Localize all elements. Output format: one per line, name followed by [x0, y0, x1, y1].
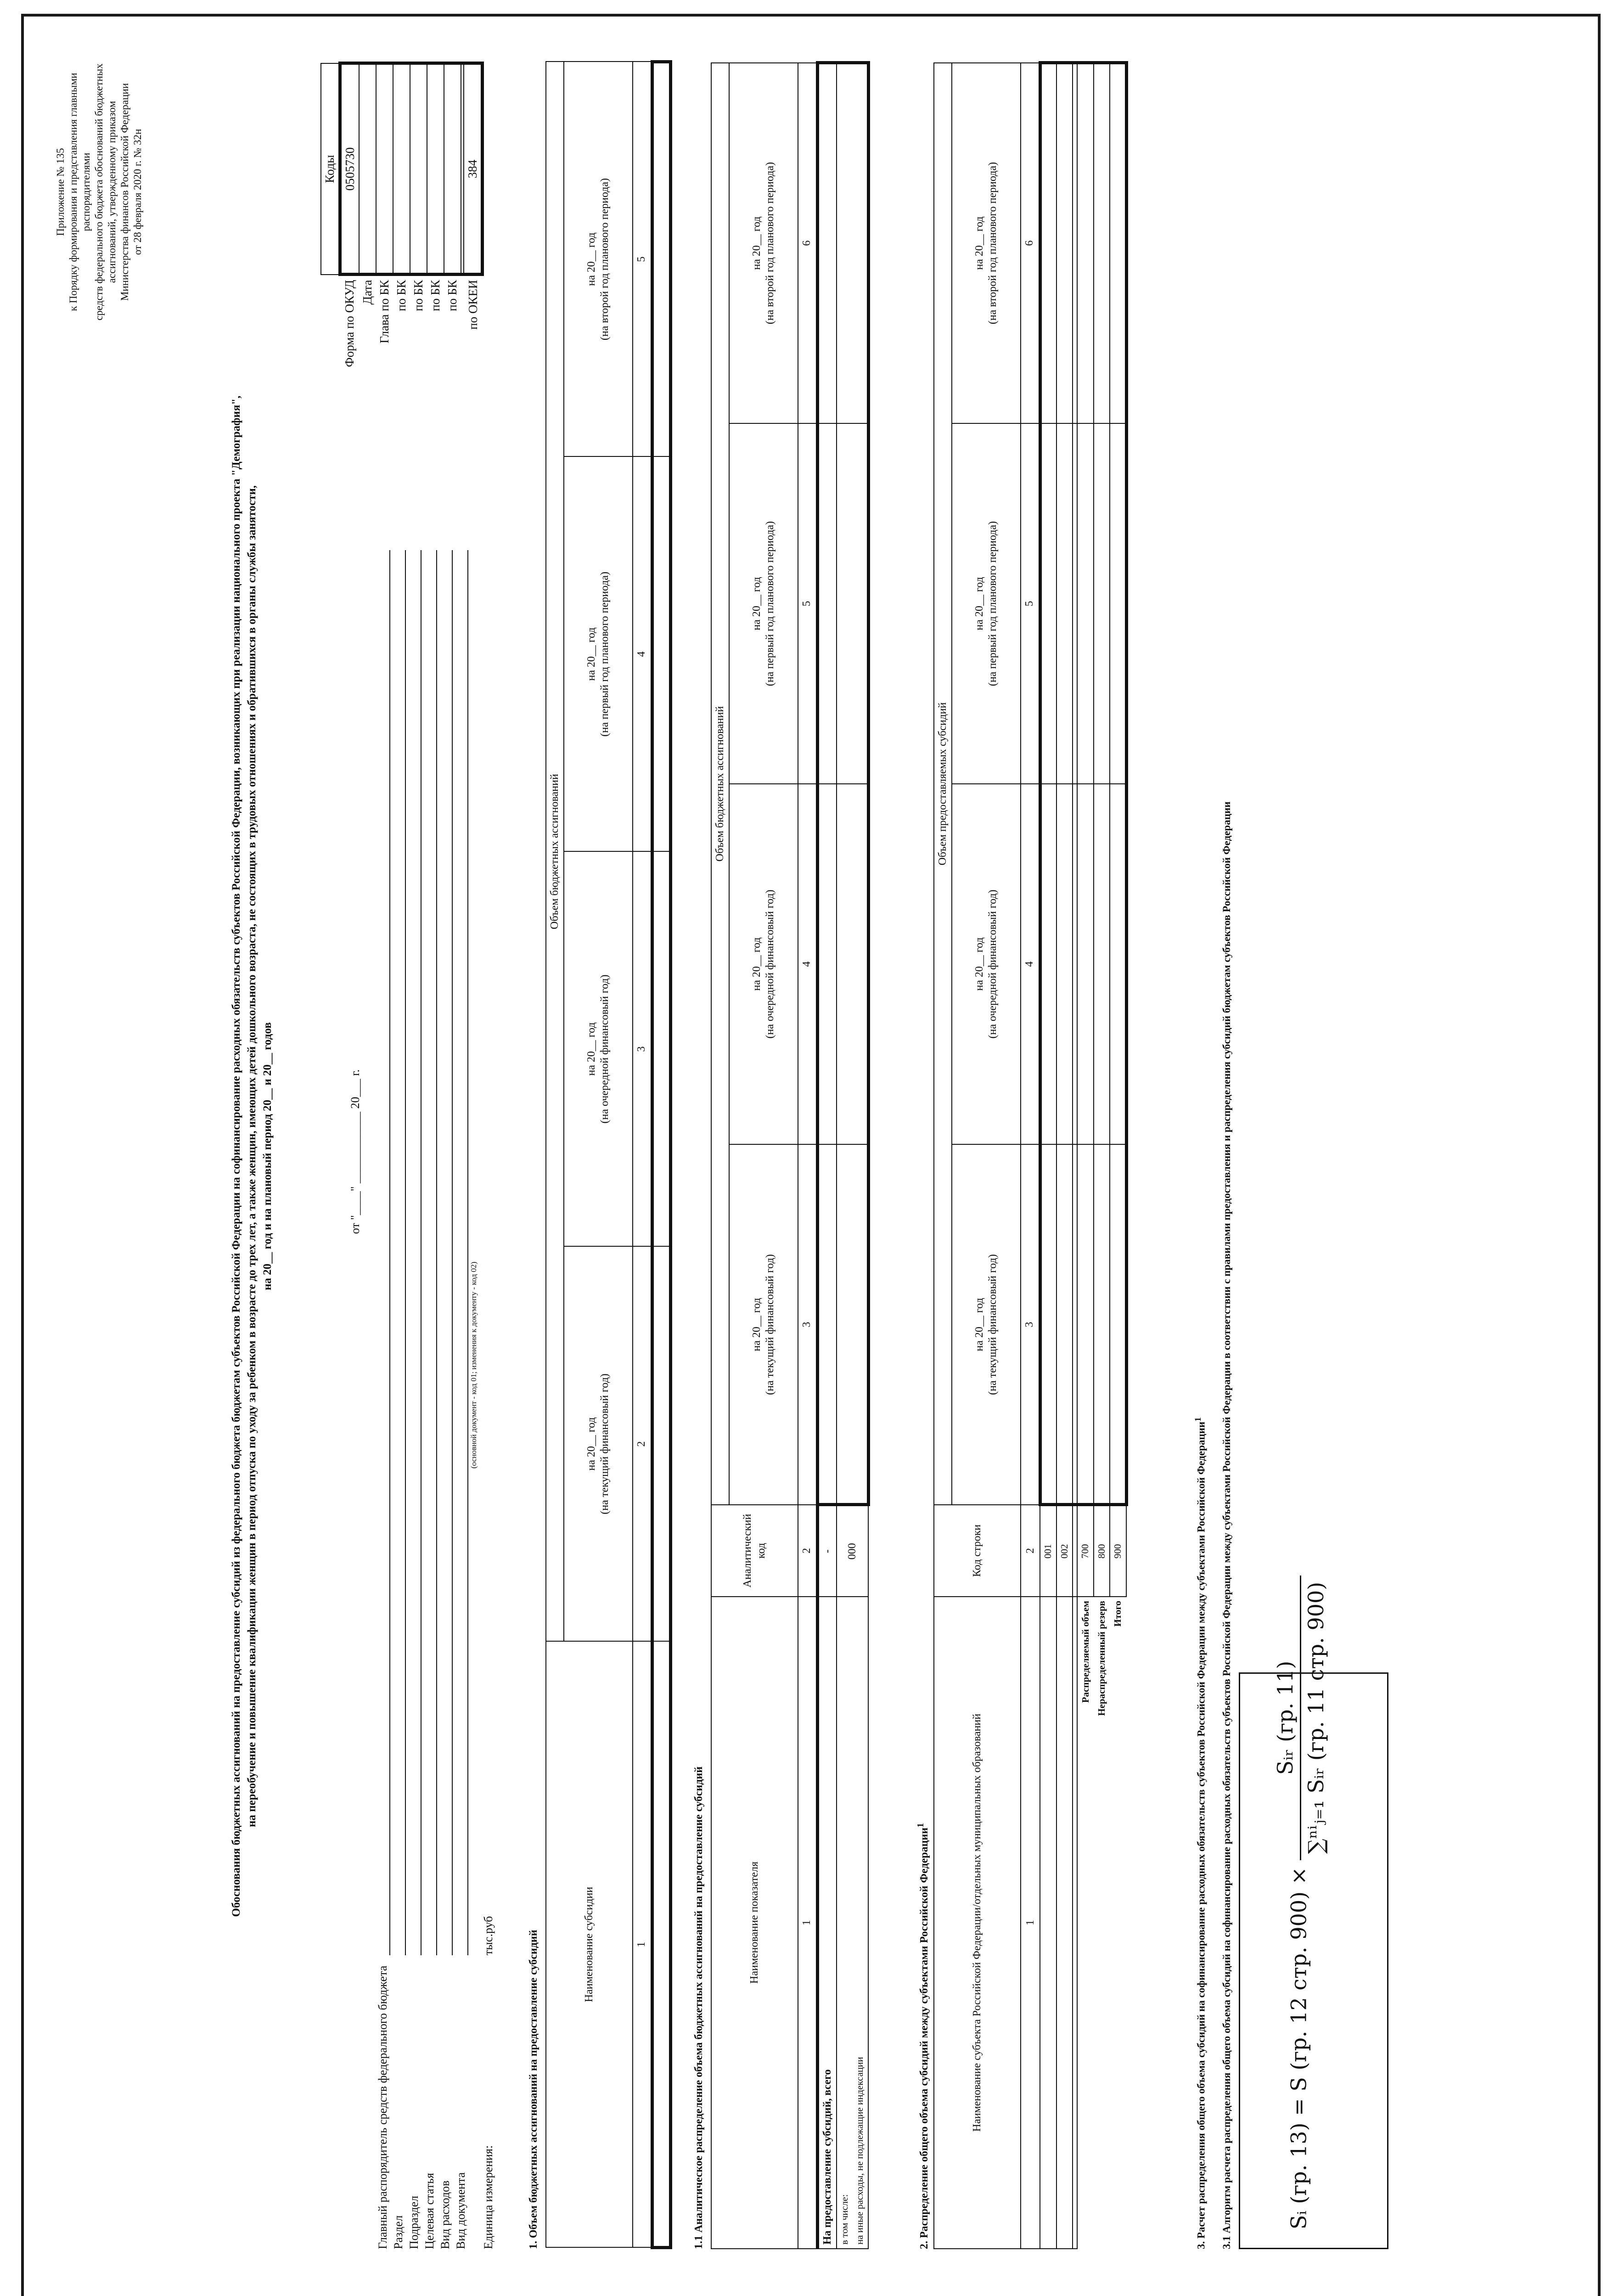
- unit-value: тыс.руб: [482, 1916, 495, 1955]
- s2-cell: [1056, 1144, 1073, 1505]
- requisite-fill-line: [405, 550, 406, 1955]
- s2-col-name: Наименование субъекта Российской Федерации/отдельных муниципальных образований: [934, 1597, 1021, 2249]
- s1-col-num: 1: [633, 1642, 652, 2248]
- appendix-line: от 28 февраля 2020 г. № 32н: [132, 129, 144, 255]
- requisite-label: Раздел: [392, 2215, 405, 2249]
- title-line: на 20__ год и на плановый период 20__ и 20__ годов: [261, 1022, 274, 1290]
- requisites: [376, 550, 497, 2249]
- s11-row-code: 000: [837, 1505, 868, 1597]
- s11-cell: [837, 784, 868, 1144]
- s2-row-name: Итого: [1110, 1597, 1126, 2249]
- s1-cell: [652, 62, 670, 456]
- document-date: от "____" ____________ 20___ г.: [348, 1069, 362, 1234]
- formula-denominator: ∑ⁿⁱⱼ₌₁ Sᵢᵣ (гр. 11 стр. 900): [1304, 1581, 1329, 1854]
- s11-cell: [837, 423, 868, 784]
- s11-col-header: на 20__ год (на текущий финансовый год): [729, 1144, 798, 1505]
- document-title: [229, 63, 275, 2249]
- s2-cell: [1040, 423, 1056, 784]
- s2-row-code: [1073, 1505, 1077, 1597]
- requisite-label: Вид расходов: [438, 2180, 452, 2249]
- s1-cell: [652, 1247, 670, 1642]
- s1-col-num: 4: [633, 457, 652, 852]
- s2-cell: [1110, 423, 1126, 784]
- s2-col-num: 4: [1021, 784, 1040, 1144]
- s2-cell: [1056, 423, 1073, 784]
- s1-group-header: Объем бюджетных ассигнований: [546, 62, 564, 1641]
- section2-title: 2. Распределение общего объема субсидий между субъектами Российской Федерации$^1$: [916, 1823, 930, 2249]
- allocation-formula: [1272, 1576, 1329, 2229]
- s1-col-num: 3: [633, 852, 652, 1247]
- s2-row-code: 800: [1094, 1505, 1110, 1597]
- s11-cell: [837, 63, 868, 423]
- s11-cell: [817, 784, 837, 1144]
- code-value: [444, 63, 461, 275]
- code-label-okei: по ОКЕИ: [464, 275, 483, 467]
- s2-row-name: Нераспределенный резерв: [1094, 1597, 1110, 2249]
- unit-label: Единица измерения:: [482, 2145, 495, 2249]
- s1-col-num: 2: [633, 1247, 652, 1642]
- form-sheet: [27, 27, 1597, 2277]
- s2-cell: [1077, 1144, 1094, 1505]
- code-value: [359, 63, 376, 275]
- appendix-line: ассигнований, утвержденному приказом: [106, 101, 118, 283]
- s1-col-header: на 20__ год (на второй год планового периода): [564, 62, 633, 456]
- requisite-label: Целевая статья: [423, 2172, 436, 2249]
- title-line: на переобучение и повышение квалификации женщин в период отпуска по уходу за ребенком в возрасте до трех лет, а также женщин, имеющих детей дошкольного возраста, не состоящих в трудовых отношениях и обратившихся в органы службы занятости,: [245, 485, 258, 1828]
- s2-cell: [1094, 784, 1110, 1144]
- section2-table: [933, 61, 1128, 2249]
- s2-col-header: на 20__ год (на текущий финансовый год): [952, 1144, 1021, 1505]
- appendix-line: средств федерального бюджета обоснований бюджетных: [93, 63, 105, 321]
- s2-cell: [1110, 1144, 1126, 1505]
- requisite-fill-line: [452, 550, 453, 1955]
- s2-row-name: [1073, 1597, 1077, 2249]
- s1-cell: [652, 1642, 670, 2248]
- s2-cell: [1077, 784, 1094, 1144]
- title-line: Обоснования бюджетных ассигнований на предоставление субсидий из федерального бюджета бюджетам субъектов Российской Федерации на софинансирование расходных обязательств субъектов Российской Федерации, возникающих при реализации национального проекта "Демография",: [230, 395, 242, 1917]
- code-label: по БК: [393, 275, 410, 467]
- code-label: Форма по ОКУД: [340, 275, 359, 467]
- s2-col-header: на 20__ год (на второй год планового периода): [952, 63, 1021, 423]
- s2-cell: [1110, 784, 1126, 1144]
- s2-col-num: 6: [1021, 63, 1040, 423]
- s2-cell: [1056, 784, 1073, 1144]
- codes-header: Коды: [321, 63, 340, 275]
- s1-cell: [652, 852, 670, 1247]
- s11-col-code: Аналитический код: [711, 1505, 798, 1597]
- requisite-fill-line: [389, 550, 390, 1955]
- s2-cell: [1056, 63, 1073, 423]
- code-value: [410, 63, 427, 275]
- footnote-marker: 1: [1193, 1417, 1203, 1422]
- s2-col-num: 1: [1021, 1597, 1040, 2249]
- s2-cell: [1040, 784, 1056, 1144]
- s11-col-header: на 20__ год (на второй год планового периода): [729, 63, 798, 423]
- code-label: Глава по БК: [376, 275, 393, 467]
- s1-col-header: на 20__ год (на текущий финансовый год): [564, 1247, 633, 1642]
- section3-title: 3. Расчет распределения общего объема субсидий на софинансирование расходных обязательств субъектов Российской Федерации между субъектами Российской Федерации$^1$: [1193, 1417, 1207, 2249]
- s11-col-header: на 20__ год (на первый год планового периода): [729, 423, 798, 784]
- s1-col-header: на 20__ год (на очередной финансовый год): [564, 852, 633, 1247]
- section3-subtitle: 3.1 Алгоритм расчета распределения общего объема субсидий на софинансирование расходных обязательств субъектов Российской Федерации между субъектами Российской Федерации в соответствии с правилами предоставления и распределения субсидий бюджетам субъектов Российской Федерации: [1221, 801, 1232, 2249]
- s11-group-header: Объем бюджетных ассигнований: [711, 63, 729, 1505]
- s2-cell: [1073, 1144, 1077, 1505]
- s2-col-num: 3: [1021, 1144, 1040, 1505]
- s11-cell: [817, 423, 837, 784]
- s2-cell: [1094, 63, 1110, 423]
- s11-cell: [817, 1144, 837, 1505]
- s2-cell: [1110, 63, 1126, 423]
- s2-cell: [1077, 423, 1094, 784]
- requisite-label: Вид документа: [454, 2172, 467, 2249]
- code-value-okud: 0505730: [340, 63, 359, 275]
- formula-numerator: Sᵢᵣ (гр. 11): [1272, 1576, 1301, 1860]
- s11-col-num: 4: [798, 784, 817, 1144]
- section1-title: 1. Объем бюджетных ассигнований на предоставление субсидий: [528, 1930, 539, 2249]
- s2-row-name: [1056, 1597, 1073, 2249]
- appendix-line: к Порядку формирования и представления главными распорядителями: [67, 73, 92, 311]
- s2-cell: [1094, 1144, 1110, 1505]
- s11-col-num: 1: [798, 1597, 817, 2249]
- s11-col-header: на 20__ год (на очередной финансовый год): [729, 784, 798, 1144]
- s2-row-code: 002: [1056, 1505, 1073, 1597]
- s2-group-header: Объем предоставляемых субсидий: [934, 63, 952, 1505]
- s2-row-name: [1040, 1597, 1056, 2249]
- s2-cell: [1073, 423, 1077, 784]
- footnote-marker: 1: [916, 1823, 926, 1828]
- appendix-reference: [54, 50, 144, 334]
- s2-cell: [1073, 63, 1077, 423]
- s11-col-name: Наименование показателя: [711, 1597, 798, 2249]
- s11-row-code: -: [817, 1505, 837, 1597]
- code-label: Дата: [359, 275, 376, 467]
- s2-cell: [1077, 63, 1094, 423]
- requisite-fill-line: [436, 550, 437, 1955]
- s11-col-num: 2: [798, 1505, 817, 1597]
- section1-table: [545, 60, 672, 2249]
- code-value: [427, 63, 444, 275]
- formula-fraction: [1272, 1576, 1329, 1860]
- s1-col-header: на 20__ год (на первый год планового периода): [564, 457, 633, 852]
- s2-cell: [1040, 1144, 1056, 1505]
- s2-row-code: 700: [1077, 1505, 1094, 1597]
- appendix-line: Министерства финансов Российской Федерации: [119, 83, 131, 301]
- code-label: по БК: [410, 275, 427, 467]
- s11-col-num: 6: [798, 63, 817, 423]
- appendix-line: Приложение № 135: [55, 148, 66, 236]
- codes-table: [320, 62, 484, 468]
- s2-col-code: Код строки: [934, 1505, 1021, 1597]
- s11-row-name: На предоставление субсидий, всего: [817, 1597, 837, 2249]
- s1-col-name: Наименование субсидии: [546, 1642, 633, 2248]
- s2-row-code: 900: [1110, 1505, 1126, 1597]
- code-value: [376, 63, 393, 275]
- code-value: [393, 63, 410, 275]
- code-label: по БК: [444, 275, 461, 467]
- s2-col-header: на 20__ год (на первый год планового периода): [952, 423, 1021, 784]
- s11-col-num: 5: [798, 423, 817, 784]
- s1-col-num: 5: [633, 62, 652, 456]
- formula-lhs: Sᵢ (гр. 13) = S (гр. 12 стр. 900) ×: [1286, 1867, 1311, 2229]
- s2-cell: [1040, 63, 1056, 423]
- s2-col-num: 5: [1021, 423, 1040, 784]
- s11-cell: [817, 63, 837, 423]
- s2-col-num: 2: [1021, 1505, 1040, 1597]
- s2-row-name: Распределяемый объем: [1077, 1597, 1094, 2249]
- s2-col-header: на 20__ год (на очередной финансовый год): [952, 784, 1021, 1144]
- s1-cell: [652, 457, 670, 852]
- document-type-hint: (основной документ - код 01; изменения к документу - код 02): [469, 1261, 478, 1469]
- requisite-label: Подраздел: [407, 2195, 421, 2249]
- formula-box: [1239, 1581, 1388, 2249]
- code-value-okei: 384: [464, 63, 483, 275]
- section11-title: 1.1 Аналитическое распределение объема бюджетных ассигнований на предоставление субсидий: [693, 1766, 705, 2249]
- s11-row-name: на иные расходы, не подлежащие индексации: [852, 1597, 868, 2249]
- s11-row-name: в том числе:: [837, 1597, 853, 2249]
- section11-table: [711, 61, 870, 2249]
- s11-col-num: 3: [798, 1144, 817, 1505]
- s2-cell: [1094, 423, 1110, 784]
- s11-cell: [837, 1144, 868, 1505]
- requisite-fill-line: [467, 550, 468, 1955]
- code-label: по БК: [427, 275, 444, 467]
- requisite-label: Главный распорядитель средств федерального бюджета: [376, 1965, 389, 2249]
- s2-cell: [1073, 784, 1077, 1144]
- s2-row-code: 001: [1040, 1505, 1056, 1597]
